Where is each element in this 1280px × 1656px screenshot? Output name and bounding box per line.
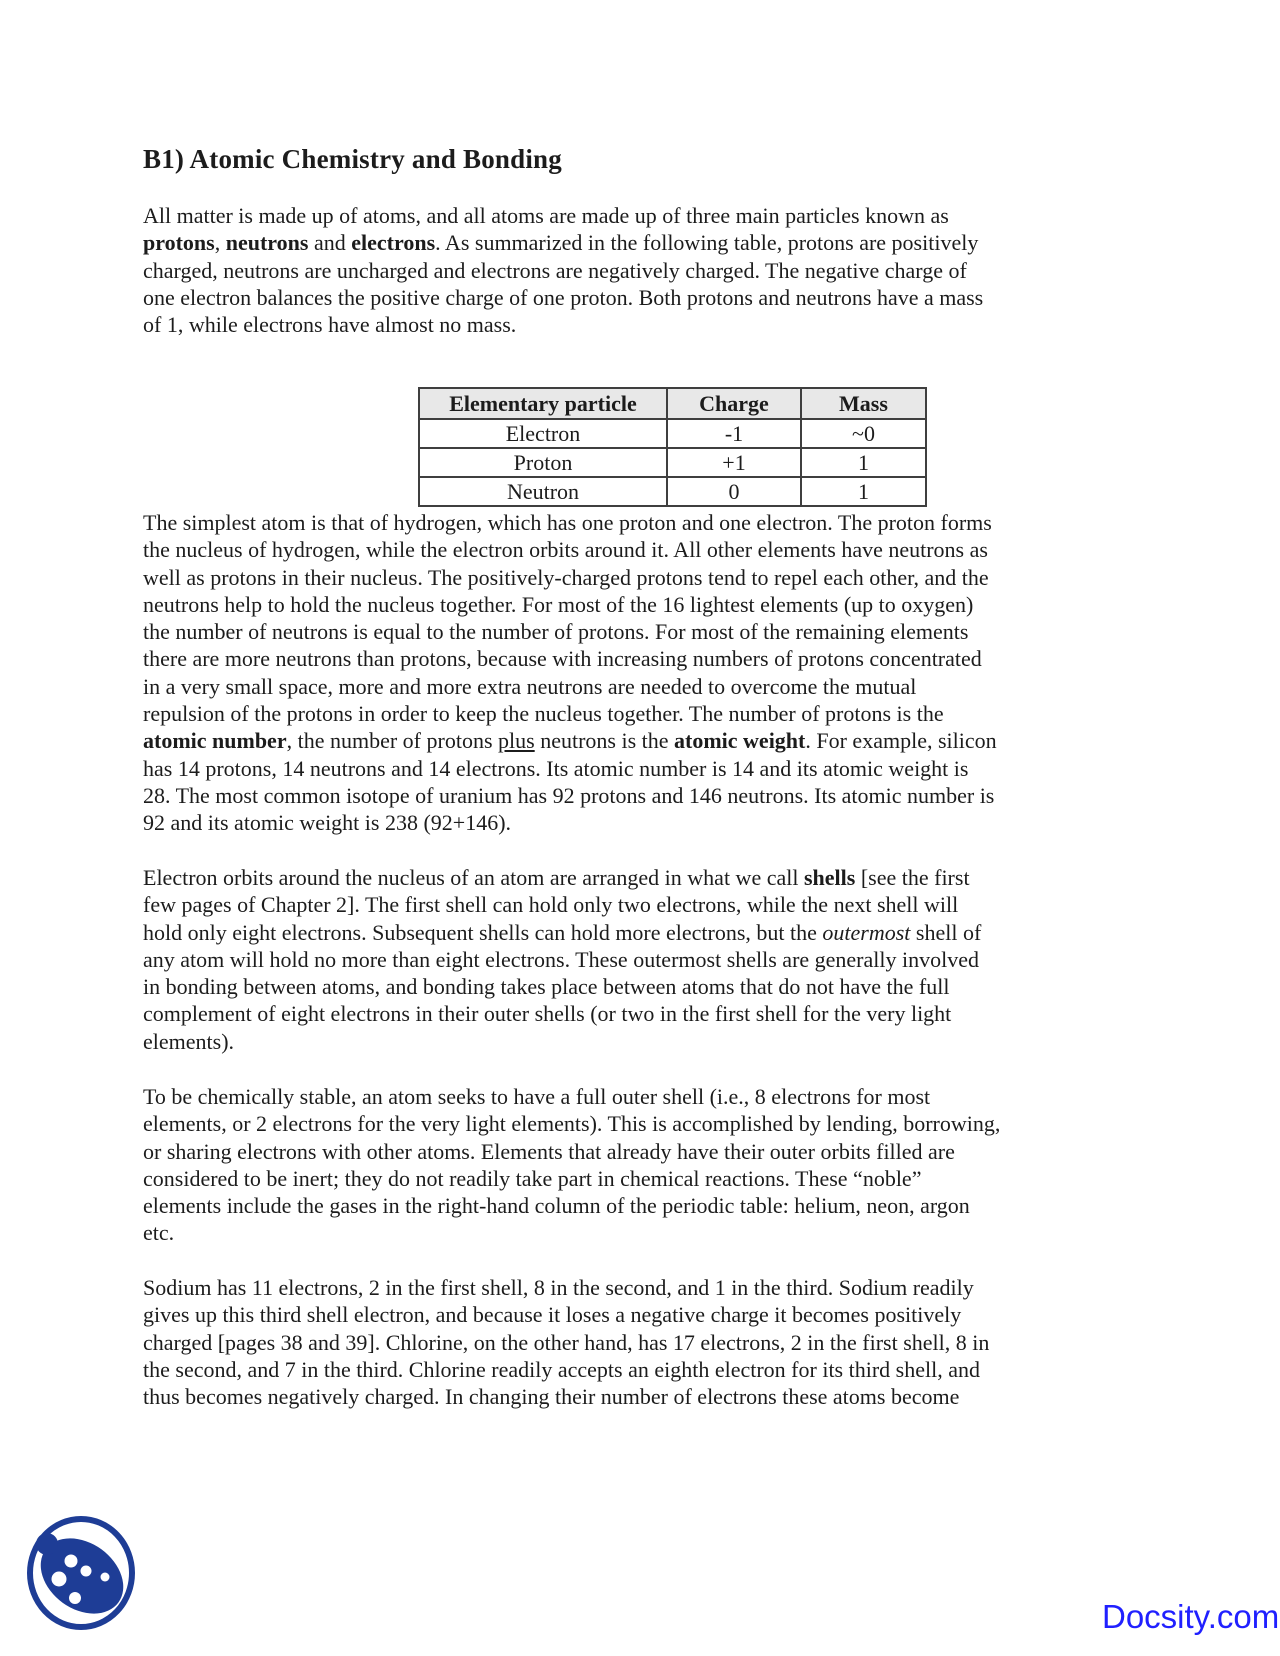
- table-row: [419, 477, 926, 506]
- table-cell: -1: [667, 419, 801, 448]
- paragraph-intro: [143, 202, 1153, 338]
- text-line: or sharing electrons with other atoms. Elements that already have their outer orbits filled are: [143, 1138, 955, 1164]
- text-line: the second, and 7 in the third. Chlorine readily accepts an eighth electron for its third shell, and: [143, 1356, 980, 1382]
- text-line: well as protons in their nucleus. The positively-charged protons tend to repel each other, and the: [143, 564, 989, 590]
- text-line: neutrons help to hold the nucleus together. For most of the 16 lightest elements (up to oxygen): [143, 591, 974, 617]
- paragraph-nucleus: [143, 509, 1153, 837]
- table-cell: Proton: [419, 448, 667, 477]
- text-line: of 1, while electrons have almost no mass.: [143, 312, 517, 338]
- text-line: gives up this third shell electron, and because it loses a negative charge it becomes positively: [143, 1302, 962, 1328]
- text-line: etc.: [143, 1220, 175, 1246]
- text-line: All matter is made up of atoms, and all atoms are made up of three main particles known as: [143, 203, 949, 228]
- text-line: charged, neutrons are uncharged and electrons are negatively charged. The negative charge of: [143, 257, 967, 283]
- text-line: protons, neutrons and electrons. As summarized in the following table, protons are positively: [143, 230, 979, 256]
- table-row: [419, 448, 926, 477]
- text-line: in a very small space, more and more extra neutrons are needed to overcome the mutual: [143, 673, 917, 699]
- text-line: the number of neutrons is equal to the number of protons. For most of the remaining elements: [143, 619, 969, 645]
- text-line: The simplest atom is that of hydrogen, which has one proton and one electron. The proton forms: [143, 510, 992, 535]
- table-header-cell: Elementary particle: [419, 388, 667, 419]
- table-header-cell: Mass: [801, 388, 926, 419]
- text-line: 28. The most common isotope of uranium has 92 protons and 146 neutrons. Its atomic number is: [143, 782, 995, 808]
- table-row: [419, 419, 926, 448]
- text-line: atomic number, the number of protons plus neutrons is the atomic weight. For example, silicon: [143, 728, 997, 754]
- page-title: B1) Atomic Chemistry and Bonding: [143, 144, 562, 174]
- text-line: Sodium has 11 electrons, 2 in the first shell, 8 in the second, and 1 in the third. Sodium readily: [143, 1275, 974, 1300]
- docsity-logo-icon: [25, 1513, 137, 1631]
- text-line: in bonding between atoms, and bonding takes place between atoms that do not have the full: [143, 974, 950, 1000]
- text-line: elements, or 2 electrons for the very light elements). This is accomplished by lending, borrowing,: [143, 1111, 1001, 1137]
- text-line: any atom will hold no more than eight electrons. These outermost shells are generally involved: [143, 946, 979, 972]
- text-line: elements).: [143, 1028, 235, 1054]
- text-line: considered to be inert; they do not readily take part in chemical reactions. These “noble”: [143, 1165, 922, 1191]
- table-cell: +1: [667, 448, 801, 477]
- table-header-row: [419, 388, 926, 419]
- text-line: the nucleus of hydrogen, while the electron orbits around it. All other elements have neutrons as: [143, 537, 988, 563]
- text-line: 92 and its atomic weight is 238 (92+146).: [143, 810, 512, 836]
- text-line: Electron orbits around the nucleus of an atom are arranged in what we call shells [see the first: [143, 865, 970, 890]
- table-cell: Electron: [419, 419, 667, 448]
- table-header-cell: Charge: [667, 388, 801, 419]
- text-line: has 14 protons, 14 neutrons and 14 electrons. Its atomic number is 14 and its atomic weight is: [143, 755, 969, 781]
- table-cell: 1: [801, 448, 926, 477]
- particles-table: [418, 387, 927, 507]
- paragraph-shells: [143, 864, 1153, 1055]
- paragraph-stability: [143, 1083, 1153, 1247]
- text-line: repulsion of the protons in order to keep the nucleus together. The number of protons is the: [143, 701, 944, 727]
- paragraph-sodium-chlorine: [143, 1274, 1153, 1410]
- docsity-link[interactable]: Docsity.com: [1102, 1598, 1280, 1635]
- text-line: complement of eight electrons in their outer shells (or two in the first shell for the very light: [143, 1001, 952, 1027]
- text-line: charged [pages 38 and 39]. Chlorine, on the other hand, has 17 electrons, 2 in the first shell, 8 in: [143, 1329, 990, 1355]
- text-line: elements include the gases in the right-hand column of the periodic table: helium, neon, argon: [143, 1193, 970, 1219]
- table-cell: 1: [801, 477, 926, 506]
- text-line: To be chemically stable, an atom seeks to have a full outer shell (i.e., 8 electrons for most: [143, 1084, 931, 1109]
- table-cell: ~0: [801, 419, 926, 448]
- table-cell: 0: [667, 477, 801, 506]
- text-line: one electron balances the positive charge of one proton. Both protons and neutrons have a mass: [143, 284, 984, 310]
- text-line: few pages of Chapter 2]. The first shell can hold only two electrons, while the next shell will: [143, 892, 959, 918]
- text-line: there are more neutrons than protons, because with increasing numbers of protons concentrated: [143, 646, 982, 672]
- table-cell: Neutron: [419, 477, 667, 506]
- text-line: thus becomes negatively charged. In changing their number of electrons these atoms become: [143, 1384, 960, 1410]
- text-line: hold only eight electrons. Subsequent shells can hold more electrons, but the outermost shell of: [143, 919, 982, 945]
